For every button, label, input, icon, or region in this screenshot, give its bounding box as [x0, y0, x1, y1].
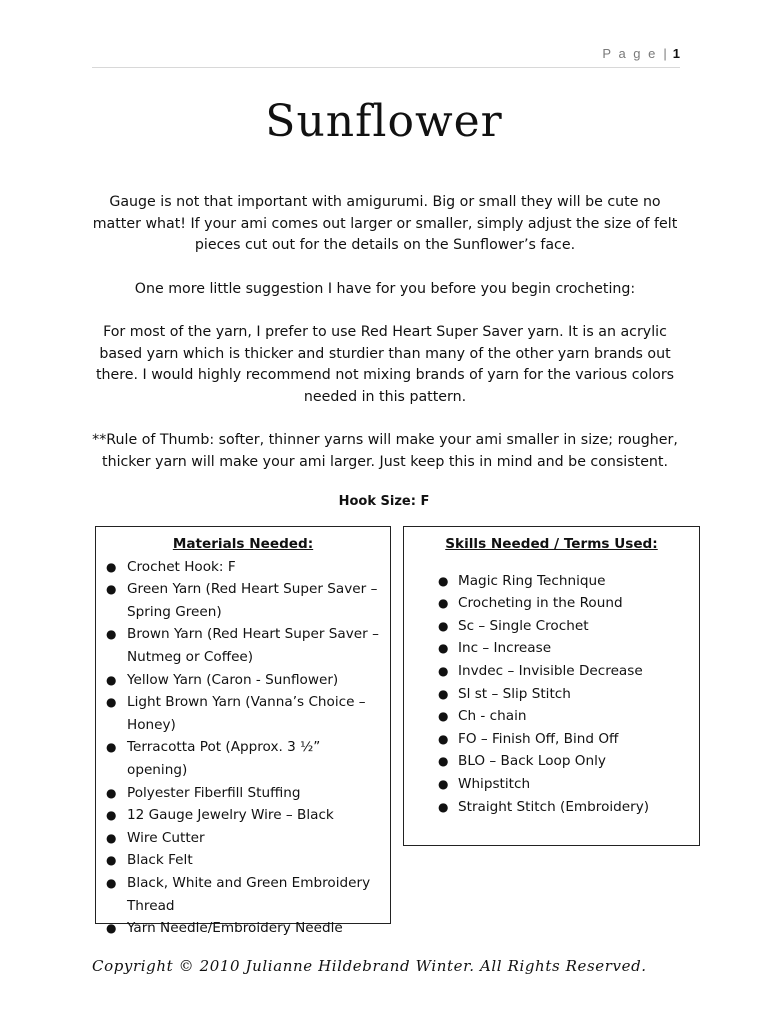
list-item-text: Whipstitch: [458, 775, 531, 792]
bullet-icon: ●: [106, 875, 117, 890]
list-item: [96, 804, 390, 827]
materials-box: [95, 526, 391, 937]
list-item-text: Black, White and Green Embroidery Thread: [127, 874, 371, 914]
skills-box: [403, 526, 700, 846]
bullet-icon: ●: [106, 808, 117, 823]
intro-paragraph-suggestion: One more little suggestion I have for you before you begin crocheting:: [134, 280, 636, 297]
page-separator: |: [663, 46, 669, 61]
list-item-text: Inc – Increase: [458, 640, 552, 657]
list-item: [96, 849, 390, 872]
list-item-text: Magic Ring Technique: [458, 572, 606, 589]
list-item: [408, 705, 699, 728]
list-item: [408, 796, 699, 819]
list-item-text: Green Yarn (Red Heart Super Saver – Spring Green): [127, 581, 378, 620]
skills-list: [404, 570, 699, 819]
list-item: [96, 578, 390, 623]
list-item-text: Invdec – Invisible Decrease: [458, 662, 643, 679]
list-item: [96, 691, 390, 736]
list-item: [96, 736, 390, 781]
bullet-icon: ●: [106, 672, 117, 687]
intro-paragraph-gauge: Gauge is not that important with amigurumi. Big or small they will be cute no matter what! If your ami comes out larger or smaller, simply adjust the size of felt pieces cut out for the details on the Sunflower’s face.: [92, 194, 678, 253]
list-item: [408, 773, 699, 796]
list-item: [408, 592, 699, 615]
hook-size: Hook Size: F: [338, 494, 430, 509]
list-item-text: Terracotta Pot (Approx. 3 ½” opening): [127, 739, 321, 778]
list-item-text: 12 Gauge Jewelry Wire – Black: [127, 807, 334, 824]
materials-list: [96, 556, 390, 940]
list-item: [408, 728, 699, 751]
copyright-footer: Copyright © 2010 Julianne Hildebrand Winter. All Rights Reserved.: [92, 957, 647, 975]
list-item: [96, 827, 390, 850]
list-item-text: Sc – Single Crochet: [458, 617, 589, 634]
bullet-icon: ●: [106, 830, 117, 845]
page-header: [92, 46, 680, 68]
list-item: [408, 750, 699, 773]
list-item: [96, 782, 390, 805]
bullet-icon: ●: [438, 641, 449, 656]
bullet-icon: ●: [438, 709, 449, 724]
bullet-icon: ●: [438, 731, 449, 746]
bullet-icon: ●: [106, 582, 117, 597]
list-item-text: BLO – Back Loop Only: [458, 753, 606, 770]
bullet-icon: ●: [438, 799, 449, 814]
bullet-icon: ●: [438, 596, 449, 611]
bullet-icon: ●: [106, 921, 117, 936]
bullet-icon: ●: [438, 663, 449, 678]
list-item-text: Straight Stitch (Embroidery): [458, 798, 650, 815]
materials-title: Materials Needed:: [172, 536, 314, 552]
list-item: [96, 917, 390, 940]
bullet-icon: ●: [438, 573, 449, 588]
page-label: P a g e: [602, 46, 658, 61]
list-item: [96, 556, 390, 579]
list-item: [408, 660, 699, 683]
bullet-icon: ●: [438, 618, 449, 633]
list-item: [408, 570, 699, 593]
document-title: Sunflower: [265, 96, 503, 147]
list-item: [408, 615, 699, 638]
bullet-icon: ●: [438, 686, 449, 701]
list-item-text: Polyester Fiberfill Stuffing: [127, 784, 301, 801]
list-item-text: Wire Cutter: [127, 829, 205, 846]
list-item-text: Black Felt: [127, 852, 193, 869]
bullet-icon: ●: [106, 559, 117, 574]
list-item-text: Crocheting in the Round: [458, 595, 623, 612]
intro-paragraph-yarn: For most of the yarn, I prefer to use Red Heart Super Saver yarn. It is an acrylic based yarn which is thicker and sturdier than many of the other yarn brands out there. I would highly recommend not mixing brands of yarn for the various colors needed in this pattern.: [95, 324, 675, 405]
bullet-icon: ●: [438, 754, 449, 769]
list-item-text: Brown Yarn (Red Heart Super Saver – Nutmeg or Coffee): [127, 626, 379, 665]
list-item: [96, 669, 390, 692]
list-item: [96, 872, 390, 917]
intro-section: [90, 192, 680, 495]
list-item: [408, 683, 699, 706]
list-item-text: Yellow Yarn (Caron - Sunflower): [127, 671, 339, 688]
bullet-icon: ●: [106, 695, 117, 710]
list-item-text: Yarn Needle/Embroidery Needle: [127, 920, 343, 937]
list-item: [96, 623, 390, 668]
list-item-text: Sl st – Slip Stitch: [458, 685, 571, 702]
bullet-icon: ●: [438, 776, 449, 791]
bullet-icon: ●: [106, 853, 117, 868]
bullet-icon: ●: [106, 740, 117, 755]
list-item: [408, 637, 699, 660]
page-number: 1: [672, 46, 680, 61]
skills-title: Skills Needed / Terms Used:: [445, 536, 658, 552]
list-item-text: Ch - chain: [458, 708, 527, 725]
list-item-text: Light Brown Yarn (Vanna’s Choice – Honey): [127, 694, 366, 733]
bullet-icon: ●: [106, 627, 117, 642]
bullet-icon: ●: [106, 785, 117, 800]
list-item-text: Crochet Hook: F: [127, 558, 236, 575]
intro-paragraph-rule-of-thumb: **Rule of Thumb: softer, thinner yarns will make your ami smaller in size; rougher, thicker yarn will make your ami larger. Just keep this in mind and be consistent.: [92, 432, 678, 470]
list-item-text: FO – Finish Off, Bind Off: [458, 730, 619, 747]
